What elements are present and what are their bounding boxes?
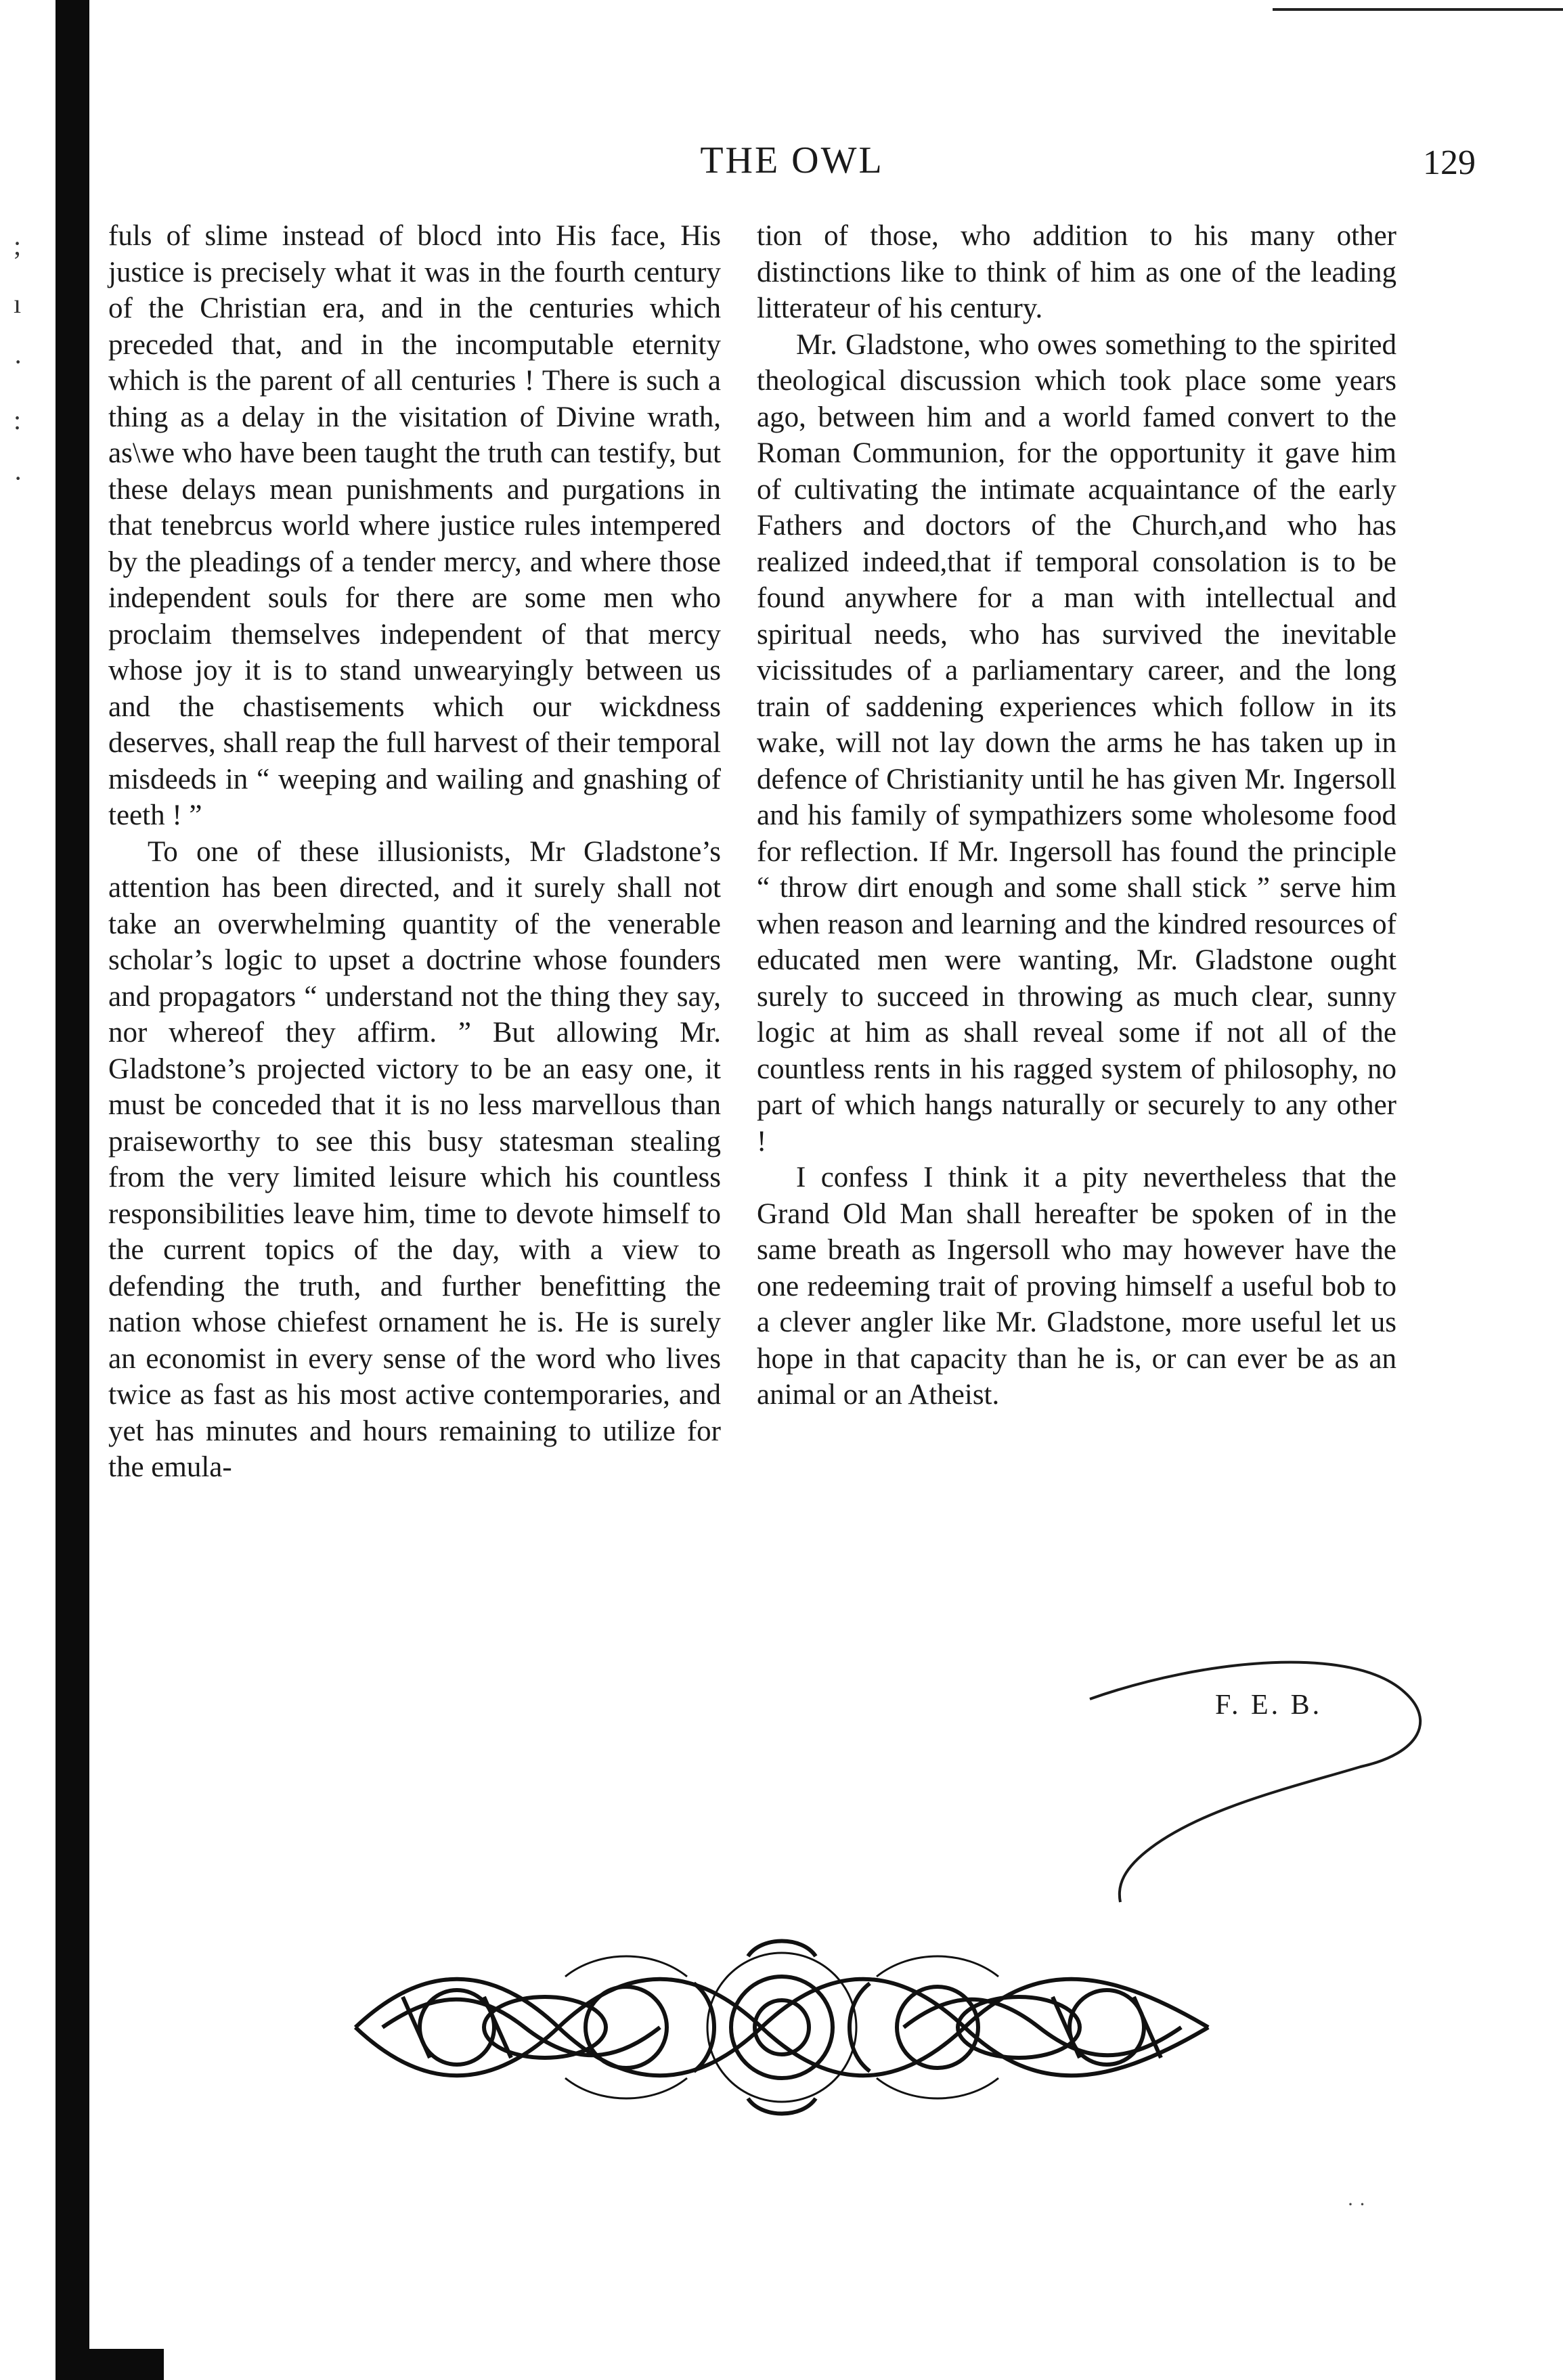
- margin-marks: [14, 217, 41, 508]
- margin-mark: ı: [14, 288, 22, 319]
- binding-edge: [56, 0, 89, 2380]
- paragraph: fuls of slime instead of blocd into His face, His justice is precisely what it was in the fourth century of the Christian era, and in the centuries which preceded that, and in the incomputable eternity which is the parent of all centuries ! There is such a thing as a delay in the visitation of Divine wrath, as\we who have been taught the truth can testify, but these delays mean punishments and purgations in that tenebrcus world where justice rules intempered by the pleadings of a tender mercy, and where those independent souls for there are some men who proclaim themselves independent of that mercy whose joy it is to stand unwearyingly between us and the chastisements which our wickdness deserves, shall reap the full harvest of their temporal misdeeds in “ weeping and wailing and gnashing of teeth ! ”: [108, 220, 721, 831]
- top-rule: [1273, 8, 1563, 11]
- page-number: 129: [1423, 144, 1476, 182]
- margin-mark: ·: [14, 463, 23, 493]
- left-column: [108, 218, 721, 1486]
- binding-foot: [56, 2349, 164, 2380]
- paragraph: I confess I think it a pity nevertheless that the Grand Old Man shall hereafter be spoken of in the same breath as Ingersoll who may however have the one redeeming trait of proving himself a useful bob to a clever angler like Mr. Gladstone, more useful let us hope in that capacity than he is, or can ever be as an animal or an Atheist.: [757, 1162, 1396, 1411]
- page-header: [108, 139, 1476, 193]
- celtic-knot-ornament: [342, 1936, 1222, 2119]
- running-title: THE OWL: [700, 139, 884, 181]
- margin-mark: :: [14, 405, 22, 435]
- author-signature: F. E. B.: [1215, 1690, 1323, 1721]
- margin-mark: ·: [14, 347, 23, 377]
- stray-marks: · ·: [1347, 2193, 1366, 2216]
- paragraph: To one of these illusionists, Mr Gladstone’s attention has been directed, and it surely shall not take an overwhelming quantity of the venerable scholar’s logic to upset a doctrine whose founders and propagators “ understand not the thing they say, nor whereof they affirm. ” But allowing Mr. Gladstone’s projected victory to be an easy one, it must be conceded that it is no less marvellous than praiseworthy to see this busy statesman stealing from the very limited leisure which his countless responsibilities leave him, time to devote himself to the current topics of the day, with a view to defending the truth, and further benefitting the nation whose chiefest ornament he is. He is surely an economist in every sense of the word who lives twice as fast as his most active contemporaries, and yet has minutes and hours remaining to utilize for the emula-: [108, 835, 721, 1483]
- paragraph: Mr. Gladstone, who owes something to the spirited theological discussion which took place some years ago, between him and a world famed convert to the Roman Communion, for the opportunity it gave him of cultivating the intimate acquaintance of the early Fathers and doctors of the Church,and who has realized indeed,that if temporal consolation is to be found anywhere for a man with intellectual and spiritual needs, who has survived the inevitable vicissitudes of a parliamentary career, and the long train of saddening experiences which follow in its wake, will not lay down the arms he has taken up in defence of Christianity until he has given Mr. Ingersoll and his family of sympathizers some wholesome food for reflection. If Mr. Ingersoll has found the principle “ throw dirt enough and some shall stick ” serve him when reason and learning and the kindred resources of educated men were wanting, Mr. Gladstone ought surely to succeed in throwing as much clear, sunny logic at him as shall reveal some if not all of the countless rents in his ragged system of philosophy, no part of which hangs naturally or securely to any other !: [757, 328, 1396, 1158]
- margin-mark: ;: [14, 230, 22, 261]
- right-column: [757, 218, 1396, 1413]
- paragraph: tion of those, who addition to his many other distinctions like to think of him as one of the leading litterateur of his century.: [757, 220, 1396, 324]
